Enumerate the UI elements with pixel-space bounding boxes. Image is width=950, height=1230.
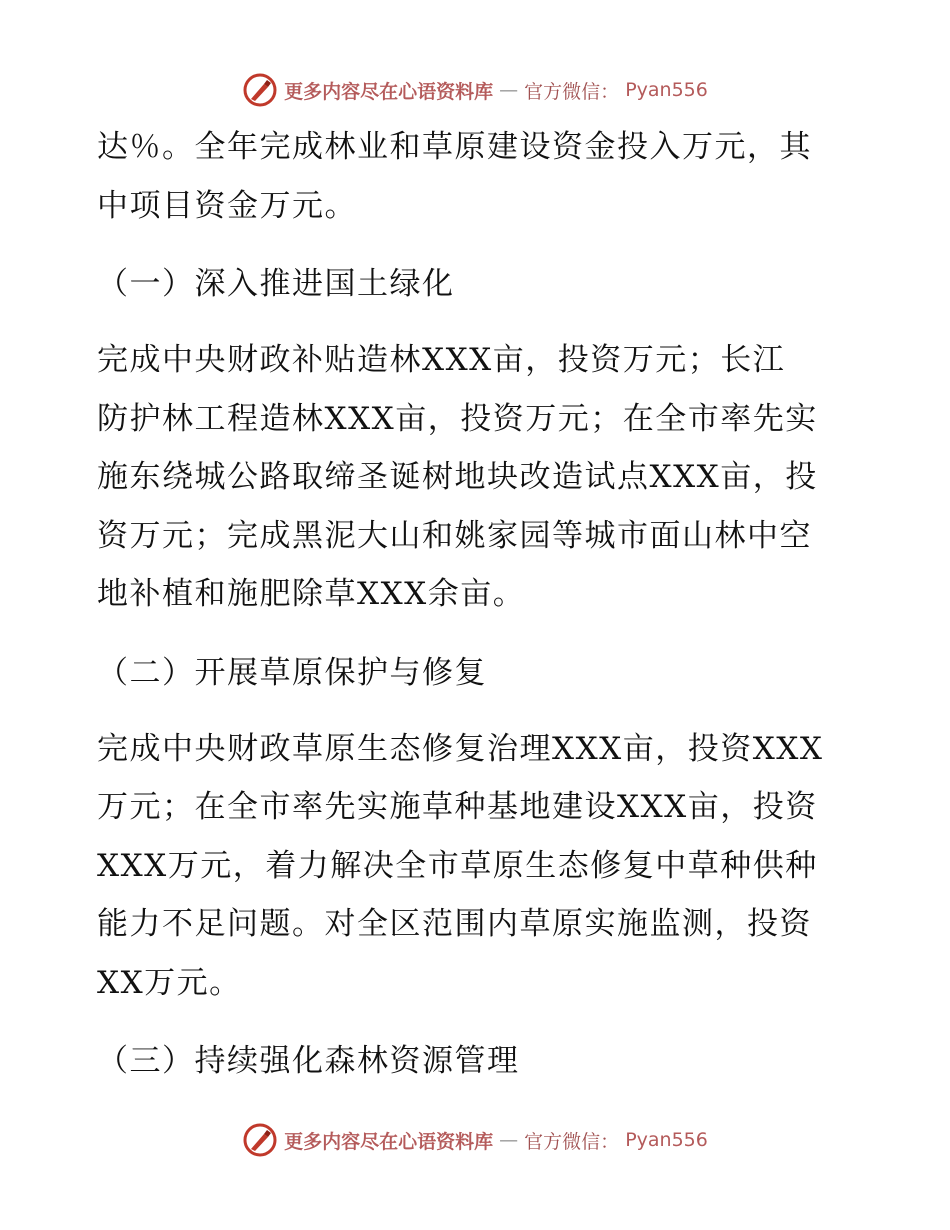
document-body (97, 118, 857, 1090)
watermark-wechat-id: Pyan556 (625, 1129, 708, 1151)
section-heading-1: （一）深入推进国土绿化 (97, 266, 455, 302)
watermark-main-text: 更多内容尽在心语资料库 (284, 80, 494, 103)
watermark-dash: — (499, 79, 519, 101)
watermark-dash: — (499, 1129, 519, 1151)
watermark-wechat-label: 官方微信： (524, 1130, 620, 1153)
watermark-main-text: 更多内容尽在心语资料库 (284, 1130, 494, 1153)
section-paragraph-1: 完成中央财政补贴造林XXX亩，投资万元；长江 防护林工程造林XXX亩，投资万元；在全市率先实 施东绕城公路取缔圣诞树地块改造试点XXX亩，投 资万元；完成黑泥大山和姚家园等城市面山林中空 地补植和施肥除草XXX余亩。 (97, 342, 818, 612)
watermark-footer (0, 1120, 950, 1160)
watermark-header (0, 70, 950, 110)
watermark-wechat-id: Pyan556 (625, 79, 708, 101)
section-paragraph-2: 完成中央财政草原生态修复治理XXX亩，投资XXX 万元；在全市率先实施草种基地建设XXX亩，投资 XXX万元，着力解决全市草原生态修复中草种供种 能力不足问题。对全区范围内草原实施监测，投资 XX万元。 (97, 730, 824, 1001)
section-heading-3: （三）持续强化森林资源管理 (97, 1043, 520, 1079)
watermark-wechat-label: 官方微信： (524, 80, 620, 103)
section-heading-2: （二）开展草原保护与修复 (97, 654, 487, 691)
intro-paragraph: 达％。全年完成林业和草原建设资金投入万元，其 中项目资金万元。 (97, 129, 812, 224)
pen-logo-icon (242, 72, 278, 108)
pen-logo-icon (242, 1122, 278, 1158)
